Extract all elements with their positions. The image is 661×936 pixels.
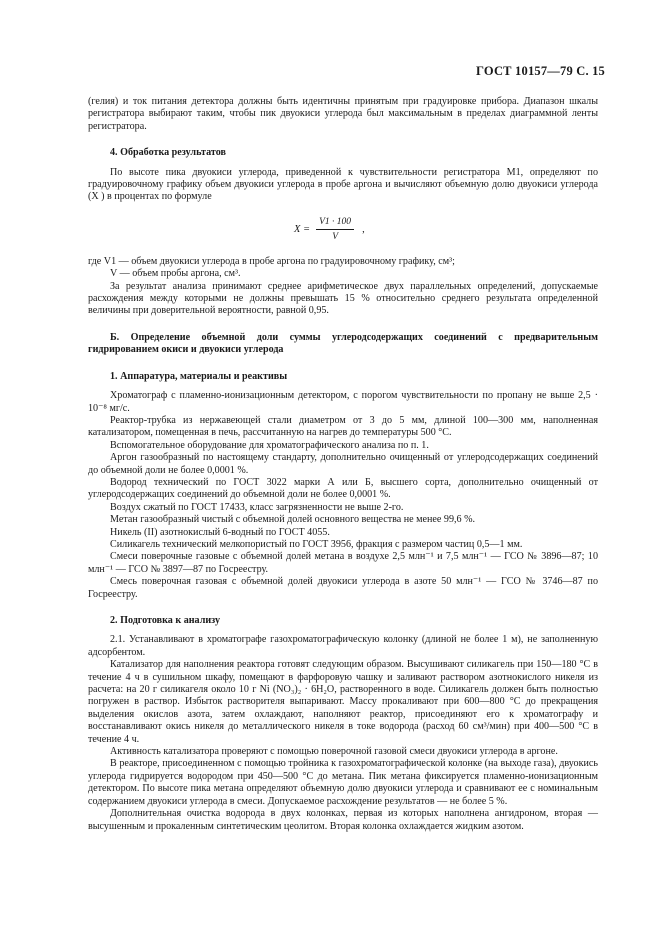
formula-lhs: X = [294,223,311,235]
equipment-item: Воздух сжатый по ГОСТ 17433, класс загрязненности не выше 2-го. [110,501,404,513]
section-2-heading: 2. Подготовка к анализу [110,615,221,626]
equipment-item: Хроматограф с пламенно-ионизационным детектором, с порогом чувствительности по пропану не выше 2,5 · 10⁻⁸ мг/с. [88,390,598,414]
equipment-item: Смесь поверочная газовая с объемной долей двуокиси углерода в азоте 50 млн⁻¹ — ГСО № 3746—87 по Госреестру. [88,576,598,600]
equipment-item: Аргон газообразный по настоящему стандарту, дополнительно очищенный от углеродсодержащих соединений до объемной доли не более 0,0001 %. [88,452,598,476]
intro-paragraph: (гелия) и ток питания детектора должны быть идентичны принятым при градуировке прибора. Диапазон шкалы регистратора выбирают таким, чтобы пик двуокиси углерода был максимальным в пределах диаграммной ленты регистратора. [88,96,598,132]
preparation-paragraph: Активность катализатора проверяют с помощью поверочной газовой смеси двуокиси углерода в аргоне. [110,746,558,758]
equipment-item: Никель (II) азотнокислый 6-водный по ГОСТ 4055. [110,526,330,538]
preparation-paragraph: Дополнительная очистка водорода в двух колонках, первая из которых наполнена ангидроном, вторая — высушенным и прокаленным синтетическим цеолитом. Вторая колонка охлаждается жидким азотом. [88,808,598,832]
equipment-item: Вспомогательное оборудование для хроматографического анализа по п. 1. [110,439,429,451]
where-line-2: V — объем пробы аргона, см³. [110,268,241,280]
equipment-item: Реактор-трубка из нержавеющей стали диаметром от 3 до 5 мм, длиной 100—300 мм, наполненная катализатором, помещенная в печь, рассчитанную на нагрев до температуры 500 °С. [88,414,598,439]
section-b-heading: Б. Определение объемной доли суммы углеродсодержащих соединений с предварительным гидрированием окиси и двуокиси углерода [88,331,598,356]
page-content [88,96,598,833]
section-4-paragraph-2: За результат анализа принимают среднее арифметическое двух параллельных определений, допускаемые расхождения между которыми не должны превышать 15 % относительно среднего результата определенной величины при доверительной вероятности, равной 0,95. [88,280,598,317]
equipment-item: Водород технический по ГОСТ 3022 марки А или Б, высшего сорта, дополнительно очищенный от углеродсодержащих соединений до объемной доли не более 0,0001 %. [88,476,598,501]
equipment-item: Смеси поверочные газовые с объемной долей метана в воздухе 2,5 млн⁻¹ и 7,5 млн⁻¹ — ГСО № 3896—87; 10 млн⁻¹ — ГСО № 3897—87 по Госреестру. [88,551,598,575]
preparation-paragraph: 2.1. Устанавливают в хроматографе газохроматографическую колонку (длиной не более 1 м), не заполненную адсорбентом. [88,634,598,658]
preparation-paragraph: Катализатор для наполнения реактора готовят следующим образом. Высушивают силикагель при 150—180 °С в течение 4 ч в сушильном шкафу, помещают в фарфоровую чашку и заливают раствором азотнокислого никеля из расчета: на 20 г силикагеля около 10 г Ni (NO₃)₂ · 6H₂O, растворенного в воде. Силикагель должен быть полностью погружен в раствор. Избыток растворителя выпаривают. Массу прокаливают при 600—800 °С до прекращения выделения окислов азота, затем охлаждают, наполняют реактор, присоединяют его к хроматографу и восстанавливают окись никеля до металлического никеля в токе водорода (расход 60 см³/мин) при 400—500 °С в течение 4 ч. [88,659,598,745]
formula [88,208,598,252]
preparation-paragraph: В реакторе, присоединенном с помощью тройника к газохроматографической колонке (на выходе газа), двуокись углерода гидрируется водородом при 450—500 °С до метана. Пик метана фиксируется пламенно-ионизационным детектором. По высоте пика метана определяют объемную долю двуокиси углерода и сравнивают ее с номинальным содержанием двуокиси углерода в смеси. Допускаемое расхождение результатов — не более 5 %. [88,758,598,807]
equipment-item: Метан газообразный чистый с объемной долей основного вещества не менее 99,6 %. [110,514,476,526]
formula-denominator: V [332,232,338,243]
section-1-heading: 1. Аппаратура, материалы и реактивы [110,370,288,382]
section-4-paragraph-1: По высоте пика двуокиси углерода, приведенной к чувствительности регистратора М1, определяют по градуировочному графику объем двуокиси углерода в пробе аргона и вычисляют объемную долю двуокиси углерода (X ) в процентах по формуле [88,166,598,203]
equipment-item: Силикагель технический мелкопористый по ГОСТ 3956, фракция с размером частиц 0,5—1 мм. [110,538,523,550]
formula-numerator: V1 · 100 [316,216,354,230]
formula-comma: , [362,223,365,235]
where-line-1: где V1 — объем двуокиси углерода в пробе аргона по градуировочному графику, см³; [88,255,455,267]
page-header: ГОСТ 10157—79 С. 15 [476,64,605,78]
section-4-heading: 4. Обработка результатов [110,147,226,159]
